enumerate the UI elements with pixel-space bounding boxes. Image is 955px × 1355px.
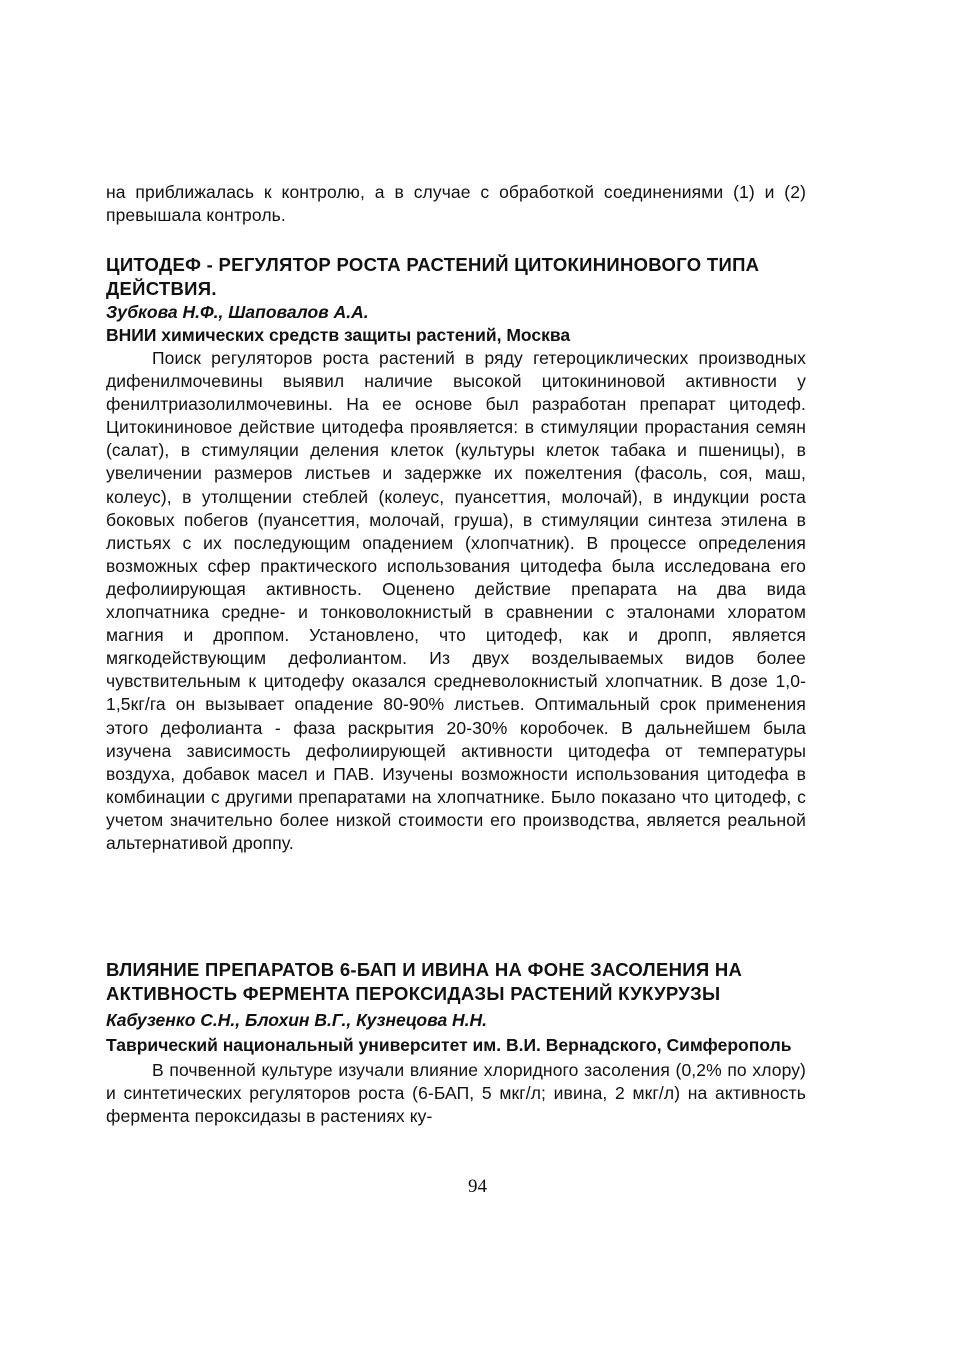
article-1-authors: Зубкова Н.Ф., Шаповалов А.А. [106, 302, 369, 322]
article-2-body: В почвенной культуре изучали влияние хлоридного засоления (0,2% по хлору) и синтетических регуляторов роста (6-БАП, 5 мкг/л; ивина, 2 мкг/л) на активность фермента пероксидазы в растениях ку- [106, 1060, 806, 1127]
article-1-body: Поиск регуляторов роста растений в ряду гетероциклических производных дифенилмочевины выявил наличие высокой цитокининовой активности у фенилтриазолилмочевины. На ее основе был разработан препарат цитодеф. Цитокининовое действие цитодефа проявляется: в стимуляции прорастания семян (салат), в стимуляции деления клеток (культуры клеток табака и пшеницы), в увеличении размеров листьев и задержке их пожелтения (фасоль, соя, маш, колеус), в утолщении стеблей (колеус, пуансеттия, молочай), в индукции роста боковых побегов (пуансеттия, молочай, груша), в стимуляции синтеза этилена в листьях с их последующим опадением (хлопчатник). В процессе определения возможных сфер практического использования цитодефа была исследована его дефолиирующая активность. Оценено действие препарата на два вида хлопчатника средне- и тонковолокнистый в сравнении с эталонами хлоратом магния и дроппом. Установлено, что цитодеф, как и дропп, является мягкодействующим дефолиантом. Из двух возделываемых видов более чувствительным к цитодефу оказался средневолокнистый хлопчатник. В дозе 1,0-1,5кг/га он вызывает опадение 80-90% листьев. Оптимальный срок применения этого дефолианта - фаза раскрытия 20-30% коробочек. В дальнейшем была изучена зависимость дефолиирующей активности цитодефа от температуры воздуха, добавок масел и ПАВ. Изучены возможности использования цитодефа в комбинации с другими препаратами на хлопчатнике. Было показано что цитодеф, с учетом значительно более низкой стоимости его производства, является реальной альтернативой дроппу. [106, 348, 806, 853]
intro-paragraph: на приближалась к контролю, а в случае с обработкой соединениями (1) и (2) превышала контроль. [106, 182, 806, 226]
article-2-authors: Кабузенко С.Н., Блохин В.Г., Кузнецова Н.Н. [106, 1010, 488, 1030]
article-2-affiliation: Таврический национальный университет им. В.И. Вернадского, Симферополь [106, 1035, 792, 1055]
article-1-affiliation: ВНИИ химических средств защиты растений, Москва [106, 325, 571, 345]
page-number: 94 [468, 1176, 487, 1197]
article-2-title: ВЛИЯНИЕ ПРЕПАРАТОВ 6-БАП И ИВИНА НА ФОНЕ ЗАСОЛЕНИЯ НА АКТИВНОСТЬ ФЕРМЕНТА ПЕРОКСИДАЗЫ РАСТЕНИЙ КУКУРУЗЫ [106, 959, 743, 1004]
article-1 [106, 253, 806, 855]
article-2 [106, 958, 806, 1128]
article-1-title: ЦИТОДЕФ - РЕГУЛЯТОР РОСТА РАСТЕНИЙ ЦИТОКИНИНОВОГО ТИПА ДЕЙСТВИЯ. [106, 254, 760, 299]
